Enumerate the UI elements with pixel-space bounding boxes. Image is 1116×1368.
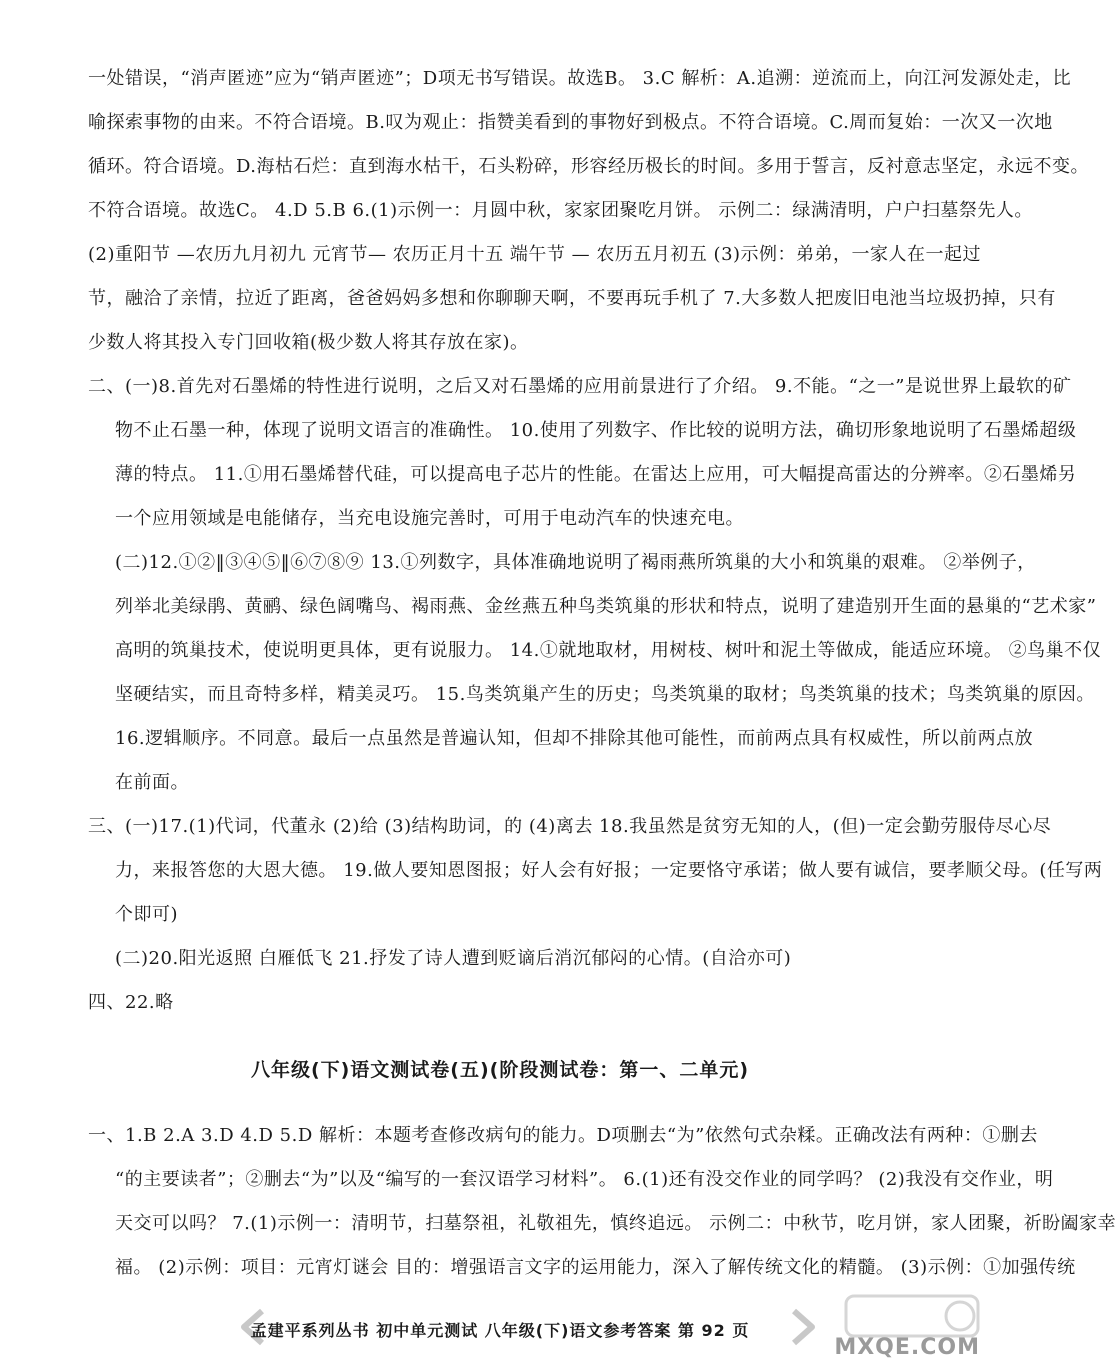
text-line: 天交可以吗？ 7.(1)示例一：清明节，扫墓祭祖，礼敬祖先，慎终追远。 示例二：中秋节，吃月饼，家人团聚，祈盼阖家幸	[115, 1213, 1116, 1234]
text-line: 16.逻辑顺序。不同意。最后一点虽然是普遍认知，但却不排除其他可能性，而前两点具有权威性，所以前两点放	[115, 728, 1034, 749]
text-line: 个即可)	[115, 904, 179, 925]
text-line: 福。 (2)示例：项目：元宵灯谜会 目的：增强语言文字的运用能力，深入了解传统文化的精髓。 (3)示例：①加强传统	[115, 1257, 1076, 1278]
section-title: 八年级(下)语文测试卷(五)(阶段测试卷：第一、二单元)	[250, 1059, 750, 1081]
text-line: (2)重阳节 —农历九月初九 元宵节— 农历正月十五 端午节 — 农历五月初五 (3)示例：弟弟，一家人在一起过	[88, 244, 982, 265]
text-line: 四、22.略	[88, 992, 174, 1013]
watermark: MXQE.COM	[834, 1335, 980, 1360]
text-line: 节，融洽了亲情，拉近了距离，爸爸妈妈多想和你聊聊天啊，不要再玩手机了 7.大多数人把废旧电池当垃圾扔掉，只有	[88, 288, 1056, 309]
chevron-right-icon	[780, 1305, 824, 1349]
text-line: 一、1.B 2.A 3.D 4.D 5.D 解析：本题考查修改病句的能力。D项删去“为”依然句式杂糅。正确改法有两种：①删去	[88, 1125, 1038, 1146]
text-line: 在前面。	[115, 772, 189, 793]
text-line: 力，来报答您的大恩大德。 19.做人要知恩图报；好人会有好报；一定要恪守承诺；做人要有诚信，要孝顺父母。(任写两	[115, 860, 1103, 881]
text-line: 列举北美绿鹃、黄鹂、绿色阔嘴鸟、褐雨燕、金丝燕五种鸟类筑巢的形状和特点，说明了建造别开生面的悬巢的“艺术家”	[115, 596, 1097, 617]
text-line: 坚硬结实，而且奇特多样，精美灵巧。 15.鸟类筑巢产生的历史；鸟类筑巢的取材；鸟类筑巢的技术；鸟类筑巢的原因。	[115, 684, 1095, 705]
text-line: 一处错误，“消声匿迹”应为“销声匿迹”；D项无书写错误。故选B。 3.C 解析：A.追溯：逆流而上，向江河发源处走，比	[88, 68, 1072, 89]
text-line: 循环。符合语境。D.海枯石烂：直到海水枯干，石头粉碎，形容经历极长的时间。多用于誓言，反衬意志坚定，永远不变。	[88, 156, 1090, 177]
text-line: 喻探索事物的由来。不符合语境。B.叹为观止：指赞美看到的事物好到极点。不符合语境。C.周而复始：一次又一次地	[88, 112, 1053, 133]
text-line: 三、(一)17.(1)代词，代董永 (2)给 (3)结构助词，的 (4)离去 18.我虽然是贫穷无知的人，(但)一定会勤劳服侍尽心尽	[88, 816, 1052, 837]
text-line: (二)12.①②‖③④⑤‖⑥⑦⑧⑨ 13.①列数字，具体准确地说明了褐雨燕所筑巢的大小和筑巢的艰难。 ②举例子，	[115, 552, 1036, 573]
page-footer: 孟建平系列丛书 初中单元测试 八年级(下)语文参考答案 第 92 页	[250, 1321, 750, 1340]
text-line: 物不止石墨一种，体现了说明文语言的准确性。 10.使用了列数字、作比较的说明方法，确切形象地说明了石墨烯超级	[115, 420, 1077, 441]
text-line: (二)20.阳光返照 白雁低飞 21.抒发了诗人遭到贬谪后消沉郁闷的心情。(自洽亦可)	[115, 948, 792, 969]
text-line: 高明的筑巢技术，使说明更具体，更有说服力。 14.①就地取材，用树枝、树叶和泥土等做成，能适应环境。 ②鸟巢不仅	[115, 640, 1102, 661]
text-line: “的主要读者”；②删去“为”以及“编写的一套汉语学习材料”。 6.(1)还有没交作业的同学吗？ (2)我没有交作业，明	[115, 1169, 1054, 1190]
text-line: 少数人将其投入专门回收箱(极少数人将其存放在家)。	[88, 332, 529, 353]
text-line: 二、(一)8.首先对石墨烯的特性进行说明，之后又对石墨烯的应用前景进行了介绍。 9.不能。“之一”是说世界上最软的矿	[88, 376, 1072, 397]
text-line: 薄的特点。 11.①用石墨烯替代硅，可以提高电子芯片的性能。在雷达上应用，可大幅提高雷达的分辨率。②石墨烯另	[115, 464, 1077, 485]
text-line: 一个应用领域是电能储存，当充电设施完善时，可用于电动汽车的快速充电。	[115, 508, 744, 529]
text-line: 不符合语境。故选C。 4.D 5.B 6.(1)示例一：月圆中秋，家家团聚吃月饼。 示例二：绿满清明，户户扫墓祭先人。	[88, 200, 1033, 221]
